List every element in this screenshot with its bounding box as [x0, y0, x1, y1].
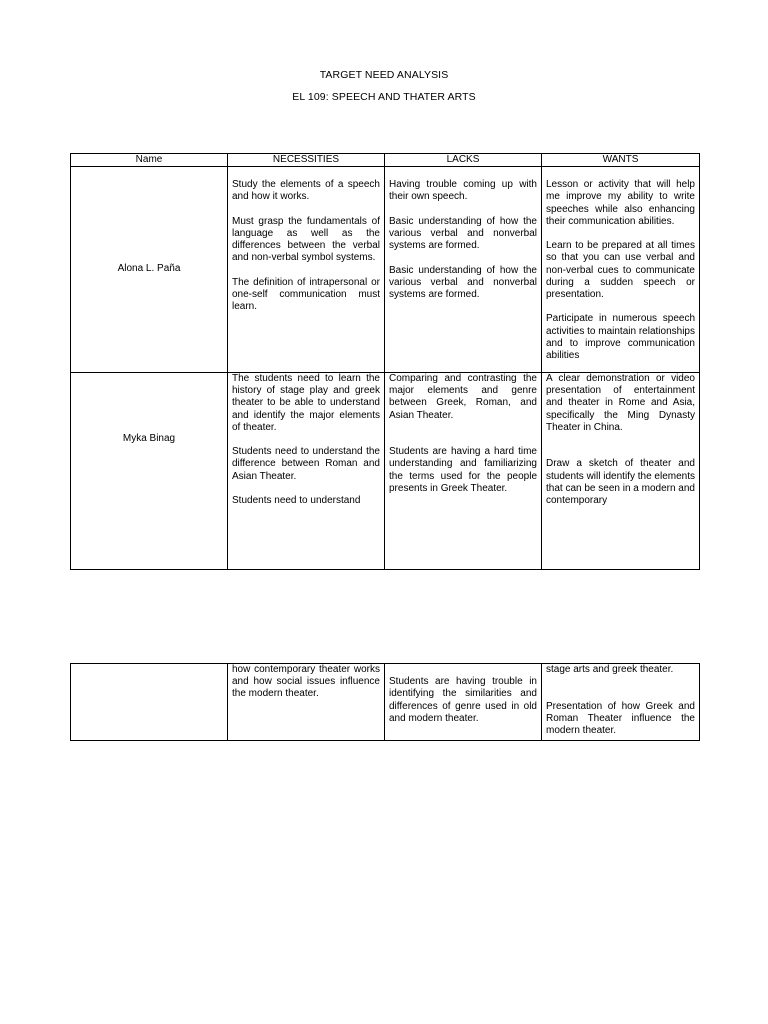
cell-paragraph: Students need to understand the difference between Roman and Asian Theater.: [232, 446, 380, 482]
wants-cell: [542, 373, 700, 570]
document-title: TARGET NEED ANALYSIS: [319, 69, 449, 81]
column-header-name: Name: [71, 154, 228, 167]
lacks-cell: [385, 664, 542, 741]
lacks-cell: [385, 373, 542, 570]
needs-analysis-table: [70, 153, 700, 570]
cell-paragraph: Presentation of how Greek and Roman Theater influence the modern theater.: [546, 700, 695, 736]
student-name-cell: Myka Binag: [71, 373, 228, 570]
cell-paragraph: The definition of intrapersonal or one-self communication must learn.: [232, 276, 380, 313]
column-header-necessities: NECESSITIES: [228, 154, 385, 167]
cell-paragraph: Students are having trouble in identifying the similarities and differences of genre used in old and modern theater.: [389, 676, 537, 724]
table-header-row: [71, 154, 700, 167]
column-header-wants: WANTS: [542, 154, 700, 167]
wants-cell: [542, 167, 700, 373]
cell-paragraph: Comparing and contrasting the major elements and genre between Greek, Roman, and Asian Theater.: [389, 373, 537, 421]
wants-cell: [542, 664, 700, 741]
cell-paragraph: stage arts and greek theater.: [546, 664, 674, 675]
necessities-cell: [228, 373, 385, 570]
table-row: [71, 167, 700, 373]
cell-paragraph: A clear demonstration or video presentation of entertainment and theater in Rome and Asia, specifically the Ming Dynasty Theater in China.: [546, 373, 695, 433]
cell-paragraph: Learn to be prepared at all times so that you can use verbal and non-verbal cues to communicate during a sudden speech or presentation.: [546, 240, 695, 300]
cell-paragraph: Basic understanding of how the various verbal and nonverbal systems are formed.: [389, 264, 537, 300]
student-name-cell: Alona L. Paña: [71, 167, 228, 373]
cell-paragraph: Students need to understand: [232, 495, 361, 506]
column-header-lacks: LACKS: [385, 154, 542, 167]
cell-paragraph: how contemporary theater works and how social issues influence the modern theater.: [232, 664, 380, 700]
table-row: [71, 373, 700, 570]
cell-paragraph: The students need to learn the history of stage play and greek theater to be able to understand and identify the major elements of theater.: [232, 373, 380, 433]
cell-paragraph: Having trouble coming up with their own speech.: [389, 179, 537, 203]
lacks-cell: [385, 167, 542, 373]
document-subtitle: EL 109: SPEECH AND THATER ARTS: [292, 91, 476, 103]
table-row: [71, 664, 700, 741]
cell-paragraph: Students are having a hard time understanding and familiarizing the terms used for the people presents in Greek Theater.: [389, 446, 537, 494]
cell-paragraph: Study the elements of a speech and how it works.: [232, 179, 380, 203]
student-name-cell: [71, 664, 228, 741]
needs-analysis-table-continued: [70, 663, 700, 741]
cell-paragraph: Draw a sketch of theater and students will identify the elements that can be seen in a modern and contemporary: [546, 458, 695, 506]
necessities-cell: [228, 167, 385, 373]
cell-paragraph: Participate in numerous speech activities to maintain relationships and to improve communication abilities: [546, 313, 695, 361]
cell-paragraph: Must grasp the fundamentals of language as well as the differences between the verbal and non-verbal symbol systems.: [232, 215, 380, 264]
necessities-cell: [228, 664, 385, 741]
cell-paragraph: Basic understanding of how the various verbal and nonverbal systems are formed.: [389, 215, 537, 252]
cell-paragraph: Lesson or activity that will help me improve my ability to write speeches while also enhancing their communication abilities.: [546, 179, 695, 227]
